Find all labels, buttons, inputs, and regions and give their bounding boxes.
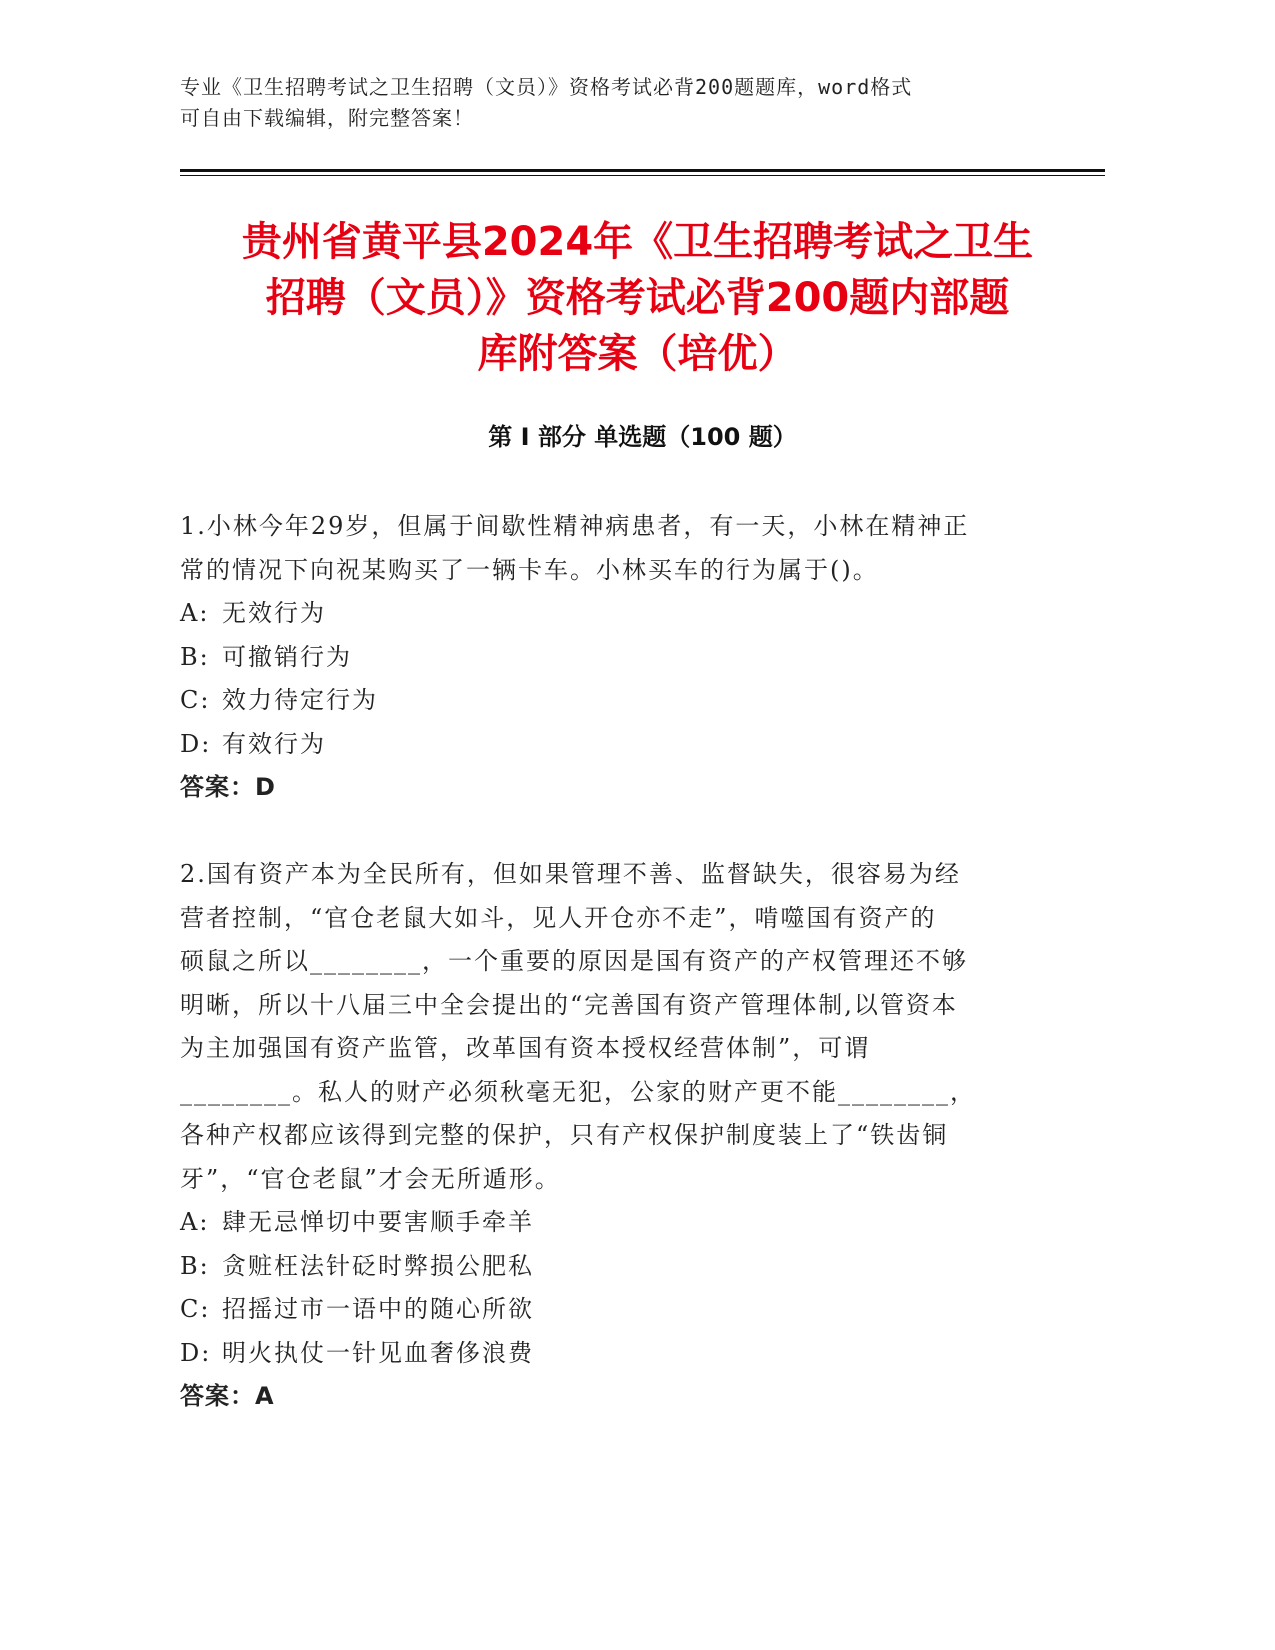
- question-block: [180, 505, 1040, 810]
- document-title: [160, 214, 1115, 382]
- option-letter: A:: [180, 1208, 210, 1236]
- option-letter: C:: [180, 686, 211, 714]
- option-c: [180, 679, 1040, 723]
- option-letter: B:: [180, 642, 210, 671]
- option-text: 有效行为: [222, 729, 326, 758]
- header-divider-thin: [180, 175, 1105, 176]
- question-stem-line: 明晰，所以十八届三中全会提出的“完善国有资产管理体制,以管资本: [180, 990, 958, 1019]
- option-letter: D:: [180, 729, 212, 758]
- header-note-line: 可自由下载编辑，附完整答案！: [180, 106, 474, 130]
- answer-label: 答案：D: [180, 773, 276, 801]
- option-text: 无效行为: [222, 599, 326, 627]
- question-stem-line: ________。私人的财产必须秋毫无犯，公家的财产更不能________，: [180, 1077, 976, 1106]
- option-letter: C:: [180, 1295, 211, 1323]
- question-stem-line: 1.小林今年29岁，但属于间歇性精神病患者，有一天，小林在精神正: [180, 512, 970, 540]
- question-stem-line: 牙”，“官仓老鼠”才会无所遁形。: [180, 1164, 561, 1193]
- question-stem-line: 各种产权都应该得到完整的保护，只有产权保护制度装上了“铁齿铜: [180, 1121, 949, 1149]
- option-c: [180, 1288, 1040, 1332]
- header-divider-thick: [180, 169, 1105, 172]
- answer-label: 答案：A: [180, 1382, 275, 1410]
- question-stem-line: 为主加强国有资产监管，改革国有资本授权经营体制”，可谓: [180, 1034, 871, 1062]
- question-block: [180, 853, 1040, 1419]
- option-b: [180, 1245, 1040, 1289]
- section-title: 第 I 部分 单选题（100 题）: [488, 423, 797, 451]
- option-a: [180, 1201, 1040, 1245]
- title-line: 招聘（文员）》资格考试必背200题内部题: [265, 275, 1010, 321]
- question-stem-line: 硕鼠之所以________，一个重要的原因是国有资产的产权管理还不够: [180, 947, 968, 975]
- option-text: 效力待定行为: [222, 686, 378, 714]
- option-b: [180, 636, 1040, 680]
- title-line: 贵州省黄平县2024年《卫生招聘考试之卫生: [241, 219, 1034, 265]
- question-stem-line: 2.国有资产本为全民所有，但如果管理不善、监督缺失，很容易为经: [180, 860, 961, 888]
- option-letter: D:: [180, 1338, 212, 1367]
- option-text: 明火执仗一针见血奢侈浪费: [222, 1338, 534, 1367]
- option-text: 招摇过市一语中的随心所欲: [222, 1295, 534, 1323]
- header-note: [180, 72, 1040, 134]
- option-text: 贪赃枉法针砭时弊损公肥私: [222, 1251, 534, 1280]
- question-stem-line: 常的情况下向祝某购买了一辆卡车。小林买车的行为属于()。: [180, 555, 879, 584]
- option-letter: A:: [180, 599, 210, 627]
- option-text: 可撤销行为: [222, 642, 352, 671]
- option-text: 肆无忌惮切中要害顺手牵羊: [222, 1208, 534, 1236]
- option-d: [180, 1332, 1040, 1376]
- option-letter: B:: [180, 1251, 210, 1280]
- option-a: [180, 592, 1040, 636]
- question-stem-line: 营者控制，“官仓老鼠大如斗，见人开仓亦不走”，啃噬国有资产的: [180, 903, 937, 932]
- title-line: 库附答案（培优）: [477, 331, 798, 377]
- header-note-line: 专业《卫生招聘考试之卫生招聘（文员）》资格考试必背200题题库，word格式: [180, 75, 913, 99]
- option-d: [180, 723, 1040, 767]
